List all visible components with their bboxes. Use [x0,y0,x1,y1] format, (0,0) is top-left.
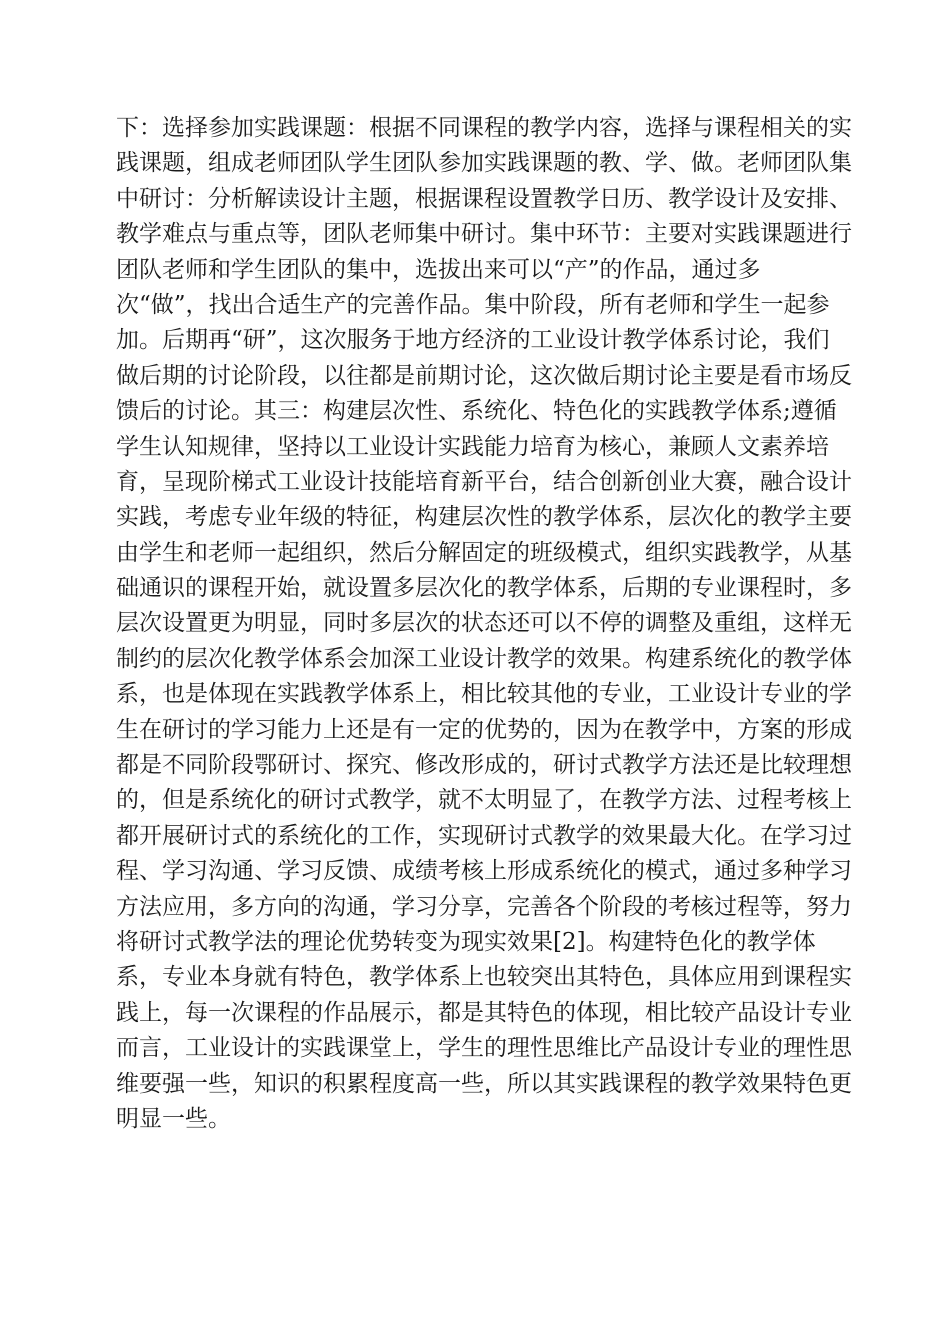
text-line: 加。后期再“研”，这次服务于地方经济的工业设计教学体系讨论，我们 [116,327,830,354]
body-paragraph [116,111,852,1137]
text-line: 程、学习沟通、学习反馈、成绩考核上形成系统化的模式，通过多种学习 [116,858,852,885]
text-line: 系，专业本身就有特色，教学体系上也较突出其特色，具体应用到课程实 [116,964,852,991]
text-line: 学生认知规律，坚持以工业设计实践能力培育为核心，兼顾人文素养培 [116,433,829,460]
text-line: 维要强一些，知识的积累程度高一些，所以其实践课程的教学效果特色更 [116,1070,852,1097]
text-line: 中研讨：分析解读设计主题，根据课程设置教学日历、教学设计及安排、 [116,185,852,212]
text-line: 制约的层次化教学体系会加深工业设计教学的效果。构建系统化的教学体 [116,645,852,672]
text-line: 方法应用，多方向的沟通，学习分享，完善各个阶段的考核过程等，努力 [116,893,852,920]
text-line: 生在研讨的学习能力上还是有一定的优势的，因为在教学中，方案的形成 [116,716,852,743]
text-line: 团队老师和学生团队的集中，选拔出来可以“产”的作品，通过多 [116,256,761,283]
text-line: 的，但是系统化的研讨式教学，就不太明显了，在教学方法、过程考核上 [116,787,852,814]
text-line: 层次设置更为明显，同时多层次的状态还可以不停的调整及重组，这样无 [116,610,852,637]
text-line: 明显一些。 [116,1105,231,1132]
text-line: 下：选择参加实践课题：根据不同课程的教学内容，选择与课程相关的实 [116,115,852,141]
text-line: 育，呈现阶梯式工业设计技能培育新平台，结合创新创业大赛，融合设计 [116,468,852,495]
text-line: 教学难点与重点等，团队老师集中研讨。集中环节：主要对实践课题进行 [116,221,852,248]
text-line: 馈后的讨论。其三：构建层次性、系统化、特色化的实践教学体系;遵循 [116,398,837,425]
text-line: 实践，考虑专业年级的特征，构建层次性的教学体系，层次化的教学主要 [116,504,852,531]
text-line: 次“做”，找出合适生产的完善作品。集中阶段，所有老师和学生一起参 [116,291,830,318]
text-line: 将研讨式教学法的理论优势转变为现实效果[2]。构建特色化的教学体 [116,928,816,955]
text-line: 都开展研讨式的系统化的工作，实现研讨式教学的效果最大化。在学习过 [116,822,852,849]
text-line: 而言，工业设计的实践课堂上，学生的理性思维比产品设计专业的理性思 [116,1035,852,1062]
text-line: 础通识的课程开始，就设置多层次化的教学体系，后期的专业课程时，多 [116,575,852,602]
text-line: 践上，每一次课程的作品展示，都是其特色的体现，相比较产品设计专业 [116,999,852,1026]
text-line: 都是不同阶段鄂研讨、探究、修改形成的，研讨式教学方法还是比较理想 [116,752,852,779]
text-line: 践课题，组成老师团队学生团队参加实践课题的教、学、做。老师团队集 [116,150,852,177]
text-line: 由学生和老师一起组织，然后分解固定的班级模式，组织实践教学，从基 [116,539,852,566]
text-line: 系，也是体现在实践教学体系上，相比较其他的专业，工业设计专业的学 [116,681,852,708]
text-line: 做后期的讨论阶段，以往都是前期讨论，这次做后期讨论主要是看市场反 [116,362,852,389]
